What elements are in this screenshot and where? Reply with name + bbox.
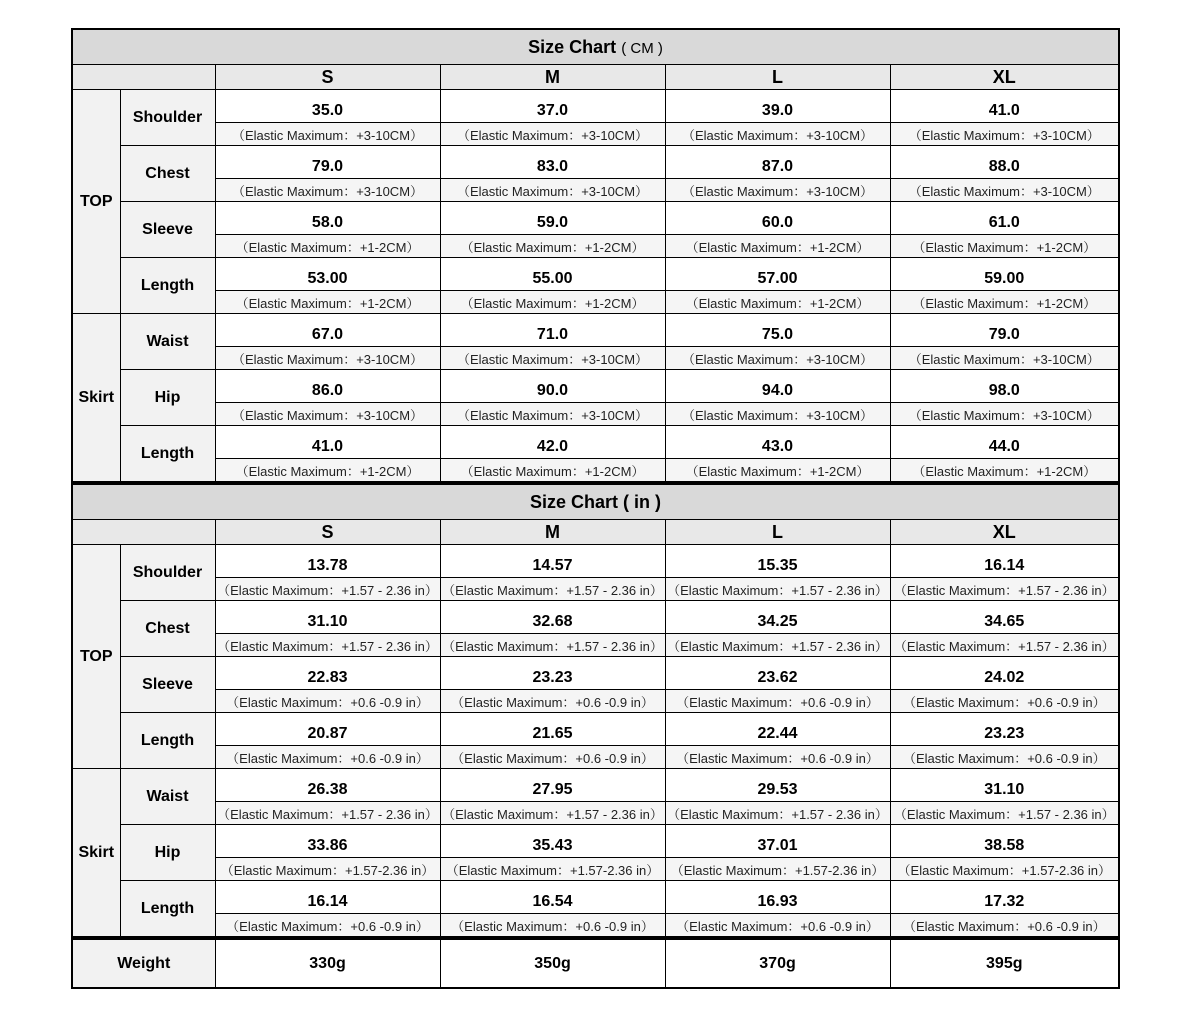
- value-cell: 31.10: [890, 769, 1119, 802]
- measurement-row: [72, 258, 1119, 291]
- elastic-note: （Elastic Maximum：+0.6 -0.9 in）: [440, 914, 665, 938]
- chart-title-unit: ( CM ): [621, 39, 663, 57]
- size-header-s: S: [215, 520, 440, 545]
- chart-title: [72, 29, 1119, 65]
- size-header-m: M: [440, 65, 665, 90]
- value-cell: 79.0: [890, 314, 1119, 347]
- measurement-label-waist: Waist: [120, 314, 215, 370]
- chart-title: [72, 484, 1119, 520]
- elastic-note: （Elastic Maximum：+3-10CM）: [890, 347, 1119, 370]
- elastic-note: （Elastic Maximum：+1-2CM）: [890, 291, 1119, 314]
- elastic-note: （Elastic Maximum：+3-10CM）: [890, 403, 1119, 426]
- elastic-note-row: [72, 802, 1119, 825]
- elastic-note: （Elastic Maximum：+0.6 -0.9 in）: [440, 746, 665, 769]
- elastic-note: （Elastic Maximum：+1-2CM）: [215, 235, 440, 258]
- elastic-note: （Elastic Maximum：+1.57 - 2.36 in）: [215, 802, 440, 825]
- measurement-row: [72, 769, 1119, 802]
- value-cell: 16.93: [665, 881, 890, 914]
- measurement-row: [72, 881, 1119, 914]
- elastic-note-row: [72, 634, 1119, 657]
- value-cell: 86.0: [215, 370, 440, 403]
- value-cell: 26.38: [215, 769, 440, 802]
- header-spacer: [72, 520, 215, 545]
- group-label-skirt: Skirt: [72, 769, 120, 938]
- elastic-note: （Elastic Maximum：+3-10CM）: [215, 347, 440, 370]
- measurement-label-length: Length: [120, 881, 215, 938]
- value-cell: 34.65: [890, 601, 1119, 634]
- value-cell: 83.0: [440, 146, 665, 179]
- elastic-note-row: [72, 690, 1119, 713]
- value-cell: 75.0: [665, 314, 890, 347]
- elastic-note: （Elastic Maximum：+1-2CM）: [665, 235, 890, 258]
- value-cell: 31.10: [215, 601, 440, 634]
- value-cell: 33.86: [215, 825, 440, 858]
- measurement-label-length: Length: [120, 426, 215, 483]
- elastic-note: （Elastic Maximum：+1-2CM）: [665, 291, 890, 314]
- elastic-note: （Elastic Maximum：+3-10CM）: [215, 123, 440, 146]
- elastic-note: （Elastic Maximum：+0.6 -0.9 in）: [665, 746, 890, 769]
- size-table: [71, 483, 1120, 938]
- elastic-note: （Elastic Maximum：+1-2CM）: [215, 291, 440, 314]
- value-cell: 88.0: [890, 146, 1119, 179]
- elastic-note: （Elastic Maximum：+1.57 - 2.36 in）: [890, 634, 1119, 657]
- value-cell: 14.57: [440, 545, 665, 578]
- value-cell: 16.54: [440, 881, 665, 914]
- elastic-note: （Elastic Maximum：+3-10CM）: [440, 179, 665, 202]
- value-cell: 23.23: [890, 713, 1119, 746]
- elastic-note: （Elastic Maximum：+1-2CM）: [440, 291, 665, 314]
- header-spacer: [72, 65, 215, 90]
- measurement-label-length: Length: [120, 258, 215, 314]
- elastic-note-row: [72, 578, 1119, 601]
- chart-title-text: Size Chart ( in ): [530, 491, 662, 512]
- value-cell: 79.0: [215, 146, 440, 179]
- size-header-xl: XL: [890, 65, 1119, 90]
- elastic-note-row: [72, 347, 1119, 370]
- elastic-note-row: [72, 746, 1119, 769]
- elastic-note: （Elastic Maximum：+1.57-2.36 in）: [665, 858, 890, 881]
- elastic-note: （Elastic Maximum：+3-10CM）: [215, 179, 440, 202]
- value-cell: 60.0: [665, 202, 890, 235]
- elastic-note: （Elastic Maximum：+1.57 - 2.36 in）: [440, 634, 665, 657]
- elastic-note-row: [72, 403, 1119, 426]
- elastic-note-row: [72, 235, 1119, 258]
- elastic-note: （Elastic Maximum：+1.57 - 2.36 in）: [440, 578, 665, 601]
- value-cell: 57.00: [665, 258, 890, 291]
- size-header-xl: XL: [890, 520, 1119, 545]
- value-cell: 24.02: [890, 657, 1119, 690]
- value-cell: 59.0: [440, 202, 665, 235]
- elastic-note: （Elastic Maximum：+1.57 - 2.36 in）: [215, 578, 440, 601]
- size-header-m: M: [440, 520, 665, 545]
- size-header-l: L: [665, 520, 890, 545]
- elastic-note: （Elastic Maximum：+1-2CM）: [890, 459, 1119, 483]
- value-cell: 37.01: [665, 825, 890, 858]
- weight-value-l: 370g: [665, 939, 890, 988]
- measurement-label-sleeve: Sleeve: [120, 202, 215, 258]
- value-cell: 23.62: [665, 657, 890, 690]
- group-label-top: TOP: [72, 90, 120, 314]
- value-cell: 42.0: [440, 426, 665, 459]
- measurement-row: [72, 601, 1119, 634]
- value-cell: 20.87: [215, 713, 440, 746]
- elastic-note: （Elastic Maximum：+1-2CM）: [440, 235, 665, 258]
- elastic-note: （Elastic Maximum：+0.6 -0.9 in）: [215, 914, 440, 938]
- value-cell: 94.0: [665, 370, 890, 403]
- chart-title-text: Size Chart: [528, 36, 617, 57]
- elastic-note: （Elastic Maximum：+3-10CM）: [665, 403, 890, 426]
- elastic-note: （Elastic Maximum：+3-10CM）: [665, 347, 890, 370]
- value-cell: 37.0: [440, 90, 665, 123]
- value-cell: 35.0: [215, 90, 440, 123]
- weight-table: [71, 938, 1118, 989]
- value-cell: 21.65: [440, 713, 665, 746]
- elastic-note: （Elastic Maximum：+3-10CM）: [890, 123, 1119, 146]
- elastic-note: （Elastic Maximum：+1.57 - 2.36 in）: [665, 802, 890, 825]
- elastic-note: （Elastic Maximum：+1.57 - 2.36 in）: [215, 634, 440, 657]
- value-cell: 39.0: [665, 90, 890, 123]
- elastic-note: （Elastic Maximum：+3-10CM）: [215, 403, 440, 426]
- elastic-note: （Elastic Maximum：+0.6 -0.9 in）: [665, 690, 890, 713]
- elastic-note: （Elastic Maximum：+1-2CM）: [890, 235, 1119, 258]
- elastic-note: （Elastic Maximum：+0.6 -0.9 in）: [890, 690, 1119, 713]
- elastic-note: （Elastic Maximum：+3-10CM）: [440, 123, 665, 146]
- value-cell: 23.23: [440, 657, 665, 690]
- measurement-label-hip: Hip: [120, 370, 215, 426]
- value-cell: 17.32: [890, 881, 1119, 914]
- elastic-note-row: [72, 291, 1119, 314]
- value-cell: 41.0: [890, 90, 1119, 123]
- elastic-note: （Elastic Maximum：+0.6 -0.9 in）: [215, 690, 440, 713]
- weight-value-s: 330g: [215, 939, 440, 988]
- elastic-note: （Elastic Maximum：+1-2CM）: [215, 459, 440, 483]
- value-cell: 53.00: [215, 258, 440, 291]
- value-cell: 16.14: [215, 881, 440, 914]
- value-cell: 35.43: [440, 825, 665, 858]
- size-header-l: L: [665, 65, 890, 90]
- value-cell: 98.0: [890, 370, 1119, 403]
- value-cell: 16.14: [890, 545, 1119, 578]
- elastic-note-row: [72, 858, 1119, 881]
- value-cell: 27.95: [440, 769, 665, 802]
- elastic-note: （Elastic Maximum：+1-2CM）: [440, 459, 665, 483]
- measurement-label-length: Length: [120, 713, 215, 769]
- group-label-skirt: Skirt: [72, 314, 120, 483]
- measurement-label-chest: Chest: [120, 146, 215, 202]
- value-cell: 32.68: [440, 601, 665, 634]
- elastic-note: （Elastic Maximum：+3-10CM）: [665, 179, 890, 202]
- elastic-note: （Elastic Maximum：+1.57 - 2.36 in）: [890, 578, 1119, 601]
- measurement-row: [72, 825, 1119, 858]
- elastic-note-row: [72, 179, 1119, 202]
- size-chart-cm: [71, 28, 1118, 483]
- value-cell: 41.0: [215, 426, 440, 459]
- elastic-note: （Elastic Maximum：+1.57-2.36 in）: [890, 858, 1119, 881]
- measurement-row: [72, 146, 1119, 179]
- value-cell: 38.58: [890, 825, 1119, 858]
- value-cell: 61.0: [890, 202, 1119, 235]
- measurement-label-chest: Chest: [120, 601, 215, 657]
- size-header-s: S: [215, 65, 440, 90]
- measurement-label-shoulder: Shoulder: [120, 545, 215, 601]
- measurement-row: [72, 202, 1119, 235]
- elastic-note: （Elastic Maximum：+3-10CM）: [440, 347, 665, 370]
- value-cell: 29.53: [665, 769, 890, 802]
- value-cell: 55.00: [440, 258, 665, 291]
- measurement-label-hip: Hip: [120, 825, 215, 881]
- value-cell: 15.35: [665, 545, 890, 578]
- weight-row: [72, 939, 1119, 988]
- value-cell: 44.0: [890, 426, 1119, 459]
- elastic-note: （Elastic Maximum：+3-10CM）: [440, 403, 665, 426]
- measurement-row: [72, 90, 1119, 123]
- value-cell: 90.0: [440, 370, 665, 403]
- measurement-label-shoulder: Shoulder: [120, 90, 215, 146]
- value-cell: 59.00: [890, 258, 1119, 291]
- elastic-note: （Elastic Maximum：+1.57 - 2.36 in）: [665, 634, 890, 657]
- measurement-row: [72, 657, 1119, 690]
- value-cell: 22.44: [665, 713, 890, 746]
- elastic-note: （Elastic Maximum：+3-10CM）: [890, 179, 1119, 202]
- weight-label: Weight: [72, 939, 215, 988]
- value-cell: 58.0: [215, 202, 440, 235]
- value-cell: 67.0: [215, 314, 440, 347]
- elastic-note: （Elastic Maximum：+3-10CM）: [665, 123, 890, 146]
- value-cell: 87.0: [665, 146, 890, 179]
- weight-value-m: 350g: [440, 939, 665, 988]
- size-table: [71, 28, 1120, 483]
- value-cell: 34.25: [665, 601, 890, 634]
- elastic-note: （Elastic Maximum：+1.57 - 2.36 in）: [665, 578, 890, 601]
- measurement-row: [72, 545, 1119, 578]
- elastic-note: （Elastic Maximum：+0.6 -0.9 in）: [890, 914, 1119, 938]
- elastic-note: （Elastic Maximum：+1-2CM）: [665, 459, 890, 483]
- elastic-note-row: [72, 123, 1119, 146]
- elastic-note: （Elastic Maximum：+1.57-2.36 in）: [215, 858, 440, 881]
- elastic-note-row: [72, 459, 1119, 483]
- elastic-note: （Elastic Maximum：+0.6 -0.9 in）: [440, 690, 665, 713]
- elastic-note: （Elastic Maximum：+1.57 - 2.36 in）: [440, 802, 665, 825]
- measurement-row: [72, 370, 1119, 403]
- elastic-note-row: [72, 914, 1119, 938]
- elastic-note: （Elastic Maximum：+0.6 -0.9 in）: [215, 746, 440, 769]
- value-cell: 22.83: [215, 657, 440, 690]
- size-chart-in: [71, 483, 1118, 938]
- group-label-top: TOP: [72, 545, 120, 769]
- elastic-note: （Elastic Maximum：+1.57 - 2.36 in）: [890, 802, 1119, 825]
- measurement-row: [72, 426, 1119, 459]
- value-cell: 13.78: [215, 545, 440, 578]
- measurement-row: [72, 314, 1119, 347]
- value-cell: 71.0: [440, 314, 665, 347]
- measurement-label-waist: Waist: [120, 769, 215, 825]
- elastic-note: （Elastic Maximum：+0.6 -0.9 in）: [890, 746, 1119, 769]
- measurement-label-sleeve: Sleeve: [120, 657, 215, 713]
- weight-value-xl: 395g: [890, 939, 1119, 988]
- elastic-note: （Elastic Maximum：+0.6 -0.9 in）: [665, 914, 890, 938]
- value-cell: 43.0: [665, 426, 890, 459]
- measurement-row: [72, 713, 1119, 746]
- elastic-note: （Elastic Maximum：+1.57-2.36 in）: [440, 858, 665, 881]
